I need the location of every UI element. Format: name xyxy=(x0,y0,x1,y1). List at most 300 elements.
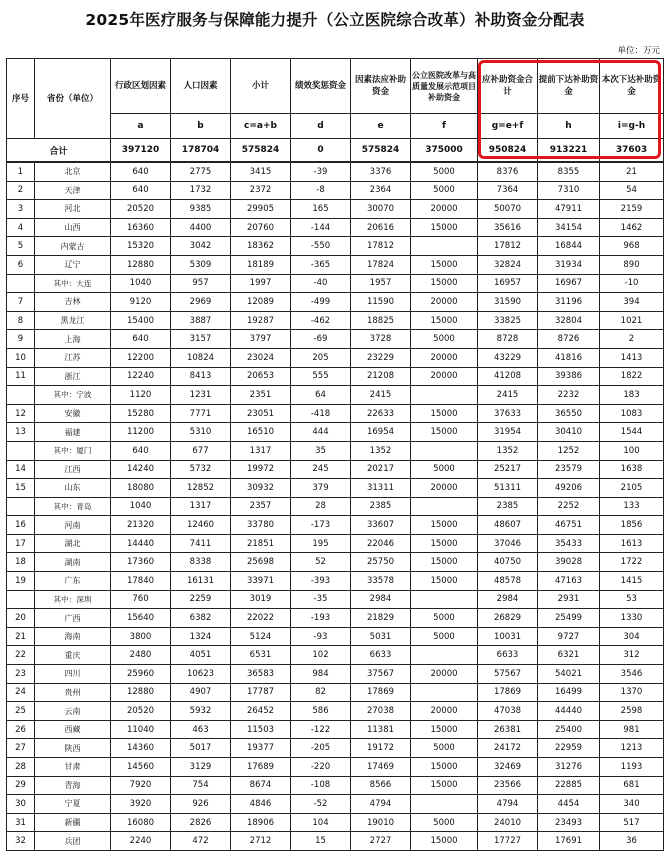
value-cell: 245 xyxy=(291,460,351,479)
value-cell: 1370 xyxy=(600,683,664,702)
value-cell: 555 xyxy=(291,367,351,386)
value-cell: 20000 xyxy=(411,200,478,219)
value-cell xyxy=(411,683,478,702)
value-cell: 22959 xyxy=(538,739,600,758)
value-cell: 472 xyxy=(171,832,231,851)
value-cell: 31276 xyxy=(538,758,600,777)
value-cell: 30410 xyxy=(538,423,600,442)
table-row xyxy=(7,311,664,330)
value-cell: 379 xyxy=(291,479,351,498)
header-total-should: 应补助资金合计 xyxy=(478,59,538,114)
value-cell: 47911 xyxy=(538,200,600,219)
value-cell xyxy=(411,497,478,516)
value-cell: 104 xyxy=(291,813,351,832)
row-number: 3 xyxy=(7,200,35,219)
value-cell: 41816 xyxy=(538,348,600,367)
value-cell: -173 xyxy=(291,516,351,535)
value-cell: 17469 xyxy=(351,758,411,777)
row-number: 29 xyxy=(7,776,35,795)
value-cell: 2415 xyxy=(478,386,538,405)
value-cell: 32469 xyxy=(478,758,538,777)
table-row xyxy=(7,162,664,181)
value-cell: 15000 xyxy=(411,534,478,553)
value-cell: 2969 xyxy=(171,293,231,312)
value-cell: 10623 xyxy=(171,665,231,684)
value-cell: 3157 xyxy=(171,330,231,349)
value-cell: 25960 xyxy=(111,665,171,684)
value-cell: 1352 xyxy=(478,441,538,460)
value-cell: 586 xyxy=(291,702,351,721)
value-cell: 35 xyxy=(291,441,351,460)
row-number xyxy=(7,274,35,293)
value-cell: 1856 xyxy=(600,516,664,535)
value-cell: -220 xyxy=(291,758,351,777)
province-name: 云南 xyxy=(35,702,111,721)
value-cell: 15000 xyxy=(411,572,478,591)
value-cell: 3887 xyxy=(171,311,231,330)
value-cell: 1413 xyxy=(600,348,664,367)
value-cell: 1544 xyxy=(600,423,664,442)
value-cell: 5031 xyxy=(351,627,411,646)
row-number: 5 xyxy=(7,237,35,256)
value-cell: 2712 xyxy=(231,832,291,851)
value-cell: 183 xyxy=(600,386,664,405)
allocation-table xyxy=(6,58,664,851)
value-cell: 6321 xyxy=(538,646,600,665)
province-name: 四川 xyxy=(35,665,111,684)
value-cell: 19377 xyxy=(231,739,291,758)
value-cell: -40 xyxy=(291,274,351,293)
header-admin-factor: 行政区划因素 xyxy=(111,59,171,114)
formula-cell: e xyxy=(351,114,411,139)
value-cell: 32804 xyxy=(538,311,600,330)
value-cell: 312 xyxy=(600,646,664,665)
value-cell: 21320 xyxy=(111,516,171,535)
province-name: 浙江 xyxy=(35,367,111,386)
value-cell: 11503 xyxy=(231,720,291,739)
value-cell: 463 xyxy=(171,720,231,739)
value-cell: 23051 xyxy=(231,404,291,423)
value-cell: 6633 xyxy=(478,646,538,665)
row-number xyxy=(7,497,35,516)
value-cell: 48578 xyxy=(478,572,538,591)
header-advance: 提前下达补助资金 xyxy=(538,59,600,114)
value-cell: -193 xyxy=(291,609,351,628)
formula-cell: c=a+b xyxy=(231,114,291,139)
sub-unit-name: 其中：青岛 xyxy=(35,497,111,516)
value-cell: 15400 xyxy=(111,311,171,330)
value-cell: 5932 xyxy=(171,702,231,721)
value-cell: 20000 xyxy=(411,293,478,312)
value-cell: 4846 xyxy=(231,795,291,814)
value-cell: 1193 xyxy=(600,758,664,777)
table-row xyxy=(7,255,664,274)
value-cell: 102 xyxy=(291,646,351,665)
value-cell: 18906 xyxy=(231,813,291,832)
row-number: 24 xyxy=(7,683,35,702)
value-cell: 16080 xyxy=(111,813,171,832)
value-cell: 33607 xyxy=(351,516,411,535)
value-cell: 12460 xyxy=(171,516,231,535)
value-cell: 3800 xyxy=(111,627,171,646)
table-row xyxy=(7,553,664,572)
table-row xyxy=(7,795,664,814)
value-cell: 12880 xyxy=(111,683,171,702)
row-number xyxy=(7,590,35,609)
value-cell: 4454 xyxy=(538,795,600,814)
table-row xyxy=(7,348,664,367)
value-cell: 22885 xyxy=(538,776,600,795)
value-cell: 1732 xyxy=(171,181,231,200)
value-cell: 5310 xyxy=(171,423,231,442)
province-name: 吉林 xyxy=(35,293,111,312)
value-cell: -8 xyxy=(291,181,351,200)
value-cell: 30932 xyxy=(231,479,291,498)
table-row xyxy=(7,218,664,237)
row-number: 11 xyxy=(7,367,35,386)
value-cell: 9120 xyxy=(111,293,171,312)
value-cell: 15000 xyxy=(411,758,478,777)
total-cell: 178704 xyxy=(171,139,231,163)
formula-cell: b xyxy=(171,114,231,139)
value-cell: -365 xyxy=(291,255,351,274)
value-cell: 17812 xyxy=(351,237,411,256)
value-cell: 16844 xyxy=(538,237,600,256)
value-cell: 5000 xyxy=(411,739,478,758)
value-cell: 33971 xyxy=(231,572,291,591)
value-cell xyxy=(411,646,478,665)
row-number: 15 xyxy=(7,479,35,498)
value-cell: -52 xyxy=(291,795,351,814)
value-cell: 2385 xyxy=(351,497,411,516)
value-cell: 195 xyxy=(291,534,351,553)
table-row xyxy=(7,330,664,349)
value-cell: 2259 xyxy=(171,590,231,609)
value-cell: 31196 xyxy=(538,293,600,312)
table-row xyxy=(7,367,664,386)
value-cell: 10824 xyxy=(171,348,231,367)
value-cell: 12089 xyxy=(231,293,291,312)
page-title: 2025年医疗服务与保障能力提升（公立医院综合改革）补助资金分配表 xyxy=(85,11,585,29)
value-cell: -69 xyxy=(291,330,351,349)
value-cell: 12852 xyxy=(171,479,231,498)
province-name: 青海 xyxy=(35,776,111,795)
value-cell: 681 xyxy=(600,776,664,795)
table-row xyxy=(7,702,664,721)
province-name: 湖北 xyxy=(35,534,111,553)
value-cell: 39028 xyxy=(538,553,600,572)
value-cell: 11590 xyxy=(351,293,411,312)
value-cell: 17787 xyxy=(231,683,291,702)
value-cell: -93 xyxy=(291,627,351,646)
value-cell: 24010 xyxy=(478,813,538,832)
table-row xyxy=(7,516,664,535)
sub-unit-name: 其中：深圳 xyxy=(35,590,111,609)
value-cell: 25499 xyxy=(538,609,600,628)
value-cell: 444 xyxy=(291,423,351,442)
value-cell: 8413 xyxy=(171,367,231,386)
value-cell: 394 xyxy=(600,293,664,312)
value-cell xyxy=(411,590,478,609)
formula-cell: d xyxy=(291,114,351,139)
value-cell: 640 xyxy=(111,181,171,200)
province-name: 广西 xyxy=(35,609,111,628)
header-reform-project: 公立医院改革与高质量发展示范项目补助资金 xyxy=(411,59,478,114)
value-cell: -122 xyxy=(291,720,351,739)
value-cell: 2372 xyxy=(231,181,291,200)
value-cell: 11040 xyxy=(111,720,171,739)
province-name: 上海 xyxy=(35,330,111,349)
value-cell: 3042 xyxy=(171,237,231,256)
value-cell: 15000 xyxy=(411,423,478,442)
value-cell: 2252 xyxy=(538,497,600,516)
value-cell: 4794 xyxy=(351,795,411,814)
value-cell: 16499 xyxy=(538,683,600,702)
value-cell: 754 xyxy=(171,776,231,795)
value-cell: 17812 xyxy=(478,237,538,256)
value-cell: 33825 xyxy=(478,311,538,330)
value-cell: 1120 xyxy=(111,386,171,405)
table-row xyxy=(7,776,664,795)
value-cell: 8674 xyxy=(231,776,291,795)
value-cell: 3546 xyxy=(600,665,664,684)
value-cell: 25217 xyxy=(478,460,538,479)
value-cell: 15000 xyxy=(411,274,478,293)
table-row xyxy=(7,293,664,312)
value-cell: 3728 xyxy=(351,330,411,349)
value-cell: 1040 xyxy=(111,497,171,516)
province-name: 宁夏 xyxy=(35,795,111,814)
value-cell: 11200 xyxy=(111,423,171,442)
value-cell: 2105 xyxy=(600,479,664,498)
value-cell: 8728 xyxy=(478,330,538,349)
value-cell: 926 xyxy=(171,795,231,814)
value-cell: 25400 xyxy=(538,720,600,739)
value-cell: 7310 xyxy=(538,181,600,200)
value-cell: 25698 xyxy=(231,553,291,572)
value-cell: 11381 xyxy=(351,720,411,739)
value-cell: 5732 xyxy=(171,460,231,479)
value-cell: 26381 xyxy=(478,720,538,739)
table-row xyxy=(7,720,664,739)
value-cell: 25750 xyxy=(351,553,411,572)
value-cell: 9727 xyxy=(538,627,600,646)
value-cell: 4907 xyxy=(171,683,231,702)
value-cell: 37633 xyxy=(478,404,538,423)
total-row xyxy=(7,139,664,163)
province-name: 西藏 xyxy=(35,720,111,739)
value-cell: -205 xyxy=(291,739,351,758)
value-cell: 1213 xyxy=(600,739,664,758)
sub-unit-name: 其中：厦门 xyxy=(35,441,111,460)
value-cell: 18362 xyxy=(231,237,291,256)
row-number: 31 xyxy=(7,813,35,832)
value-cell: 16967 xyxy=(538,274,600,293)
table-row xyxy=(7,609,664,628)
value-cell: 1330 xyxy=(600,609,664,628)
value-cell: 981 xyxy=(600,720,664,739)
value-cell: 517 xyxy=(600,813,664,832)
value-cell: 340 xyxy=(600,795,664,814)
province-name: 河南 xyxy=(35,516,111,535)
value-cell: 3376 xyxy=(351,162,411,181)
value-cell: 15640 xyxy=(111,609,171,628)
value-cell: 20000 xyxy=(411,348,478,367)
total-cell: 397120 xyxy=(111,139,171,163)
value-cell: 15000 xyxy=(411,218,478,237)
value-cell: 1638 xyxy=(600,460,664,479)
value-cell: 15000 xyxy=(411,516,478,535)
value-cell: 15 xyxy=(291,832,351,851)
value-cell: 43229 xyxy=(478,348,538,367)
value-cell: 36583 xyxy=(231,665,291,684)
value-cell: 20000 xyxy=(411,702,478,721)
value-cell: 6633 xyxy=(351,646,411,665)
value-cell: 22046 xyxy=(351,534,411,553)
value-cell: 41208 xyxy=(478,367,538,386)
value-cell: 2159 xyxy=(600,200,664,219)
value-cell: 29905 xyxy=(231,200,291,219)
value-cell: 23229 xyxy=(351,348,411,367)
value-cell: -418 xyxy=(291,404,351,423)
province-name: 黑龙江 xyxy=(35,311,111,330)
value-cell: 20520 xyxy=(111,200,171,219)
value-cell: 17840 xyxy=(111,572,171,591)
value-cell: 15000 xyxy=(411,832,478,851)
value-cell: 20653 xyxy=(231,367,291,386)
value-cell: 1231 xyxy=(171,386,231,405)
table-row xyxy=(7,534,664,553)
total-cell: 375000 xyxy=(411,139,478,163)
table-row xyxy=(7,665,664,684)
value-cell: 5000 xyxy=(411,460,478,479)
value-cell: 5124 xyxy=(231,627,291,646)
value-cell: 82 xyxy=(291,683,351,702)
value-cell: 5000 xyxy=(411,813,478,832)
formula-cell: i=g-h xyxy=(600,114,664,139)
header-population-factor: 人口因素 xyxy=(171,59,231,114)
value-cell: 35616 xyxy=(478,218,538,237)
value-cell: 16957 xyxy=(478,274,538,293)
table-row xyxy=(7,274,664,293)
value-cell: 14440 xyxy=(111,534,171,553)
total-cell: 950824 xyxy=(478,139,538,163)
value-cell: 5000 xyxy=(411,330,478,349)
province-name: 甘肃 xyxy=(35,758,111,777)
value-cell: 19172 xyxy=(351,739,411,758)
row-number: 17 xyxy=(7,534,35,553)
value-cell: 17689 xyxy=(231,758,291,777)
value-cell: 24172 xyxy=(478,739,538,758)
value-cell: 31954 xyxy=(478,423,538,442)
row-number: 13 xyxy=(7,423,35,442)
value-cell: 8566 xyxy=(351,776,411,795)
row-number: 25 xyxy=(7,702,35,721)
row-number xyxy=(7,441,35,460)
value-cell: 18080 xyxy=(111,479,171,498)
value-cell: 640 xyxy=(111,162,171,181)
value-cell: 5309 xyxy=(171,255,231,274)
row-number: 7 xyxy=(7,293,35,312)
value-cell: 52 xyxy=(291,553,351,572)
value-cell: 640 xyxy=(111,330,171,349)
row-number: 6 xyxy=(7,255,35,274)
value-cell: 23024 xyxy=(231,348,291,367)
value-cell: 100 xyxy=(600,441,664,460)
value-cell: 39386 xyxy=(538,367,600,386)
value-cell: 34154 xyxy=(538,218,600,237)
value-cell: 17869 xyxy=(351,683,411,702)
value-cell: 46751 xyxy=(538,516,600,535)
value-cell: 3019 xyxy=(231,590,291,609)
value-cell: 32824 xyxy=(478,255,538,274)
province-name: 陕西 xyxy=(35,739,111,758)
table-row xyxy=(7,572,664,591)
value-cell: 20760 xyxy=(231,218,291,237)
value-cell: 1352 xyxy=(351,441,411,460)
value-cell: 23579 xyxy=(538,460,600,479)
value-cell xyxy=(411,795,478,814)
value-cell: 4051 xyxy=(171,646,231,665)
value-cell: 1040 xyxy=(111,274,171,293)
value-cell: 4400 xyxy=(171,218,231,237)
value-cell: 47163 xyxy=(538,572,600,591)
province-name: 内蒙古 xyxy=(35,237,111,256)
value-cell: 19972 xyxy=(231,460,291,479)
value-cell: 8726 xyxy=(538,330,600,349)
value-cell: 15000 xyxy=(411,776,478,795)
table-row xyxy=(7,460,664,479)
value-cell: 2826 xyxy=(171,813,231,832)
value-cell: 16360 xyxy=(111,218,171,237)
value-cell: -462 xyxy=(291,311,351,330)
value-cell: 15000 xyxy=(411,255,478,274)
value-cell: 4794 xyxy=(478,795,538,814)
value-cell: 2 xyxy=(600,330,664,349)
value-cell: 53 xyxy=(600,590,664,609)
province-name: 河北 xyxy=(35,200,111,219)
value-cell: 640 xyxy=(111,441,171,460)
value-cell: 21 xyxy=(600,162,664,181)
total-label: 合计 xyxy=(7,139,111,163)
table-row xyxy=(7,627,664,646)
value-cell: 31934 xyxy=(538,255,600,274)
row-number: 26 xyxy=(7,720,35,739)
value-cell: 14240 xyxy=(111,460,171,479)
value-cell: 205 xyxy=(291,348,351,367)
row-number: 2 xyxy=(7,181,35,200)
table-row xyxy=(7,479,664,498)
value-cell: 2415 xyxy=(351,386,411,405)
value-cell: 12880 xyxy=(111,255,171,274)
value-cell: 44440 xyxy=(538,702,600,721)
province-name: 江西 xyxy=(35,460,111,479)
value-cell: 968 xyxy=(600,237,664,256)
value-cell: 47038 xyxy=(478,702,538,721)
table-row xyxy=(7,200,664,219)
value-cell: 2480 xyxy=(111,646,171,665)
value-cell: -144 xyxy=(291,218,351,237)
value-cell: 1415 xyxy=(600,572,664,591)
value-cell: -39 xyxy=(291,162,351,181)
value-cell: 16510 xyxy=(231,423,291,442)
row-number: 28 xyxy=(7,758,35,777)
value-cell: -10 xyxy=(600,274,664,293)
value-cell: 36 xyxy=(600,832,664,851)
value-cell: 20000 xyxy=(411,665,478,684)
value-cell: 760 xyxy=(111,590,171,609)
value-cell: 2240 xyxy=(111,832,171,851)
